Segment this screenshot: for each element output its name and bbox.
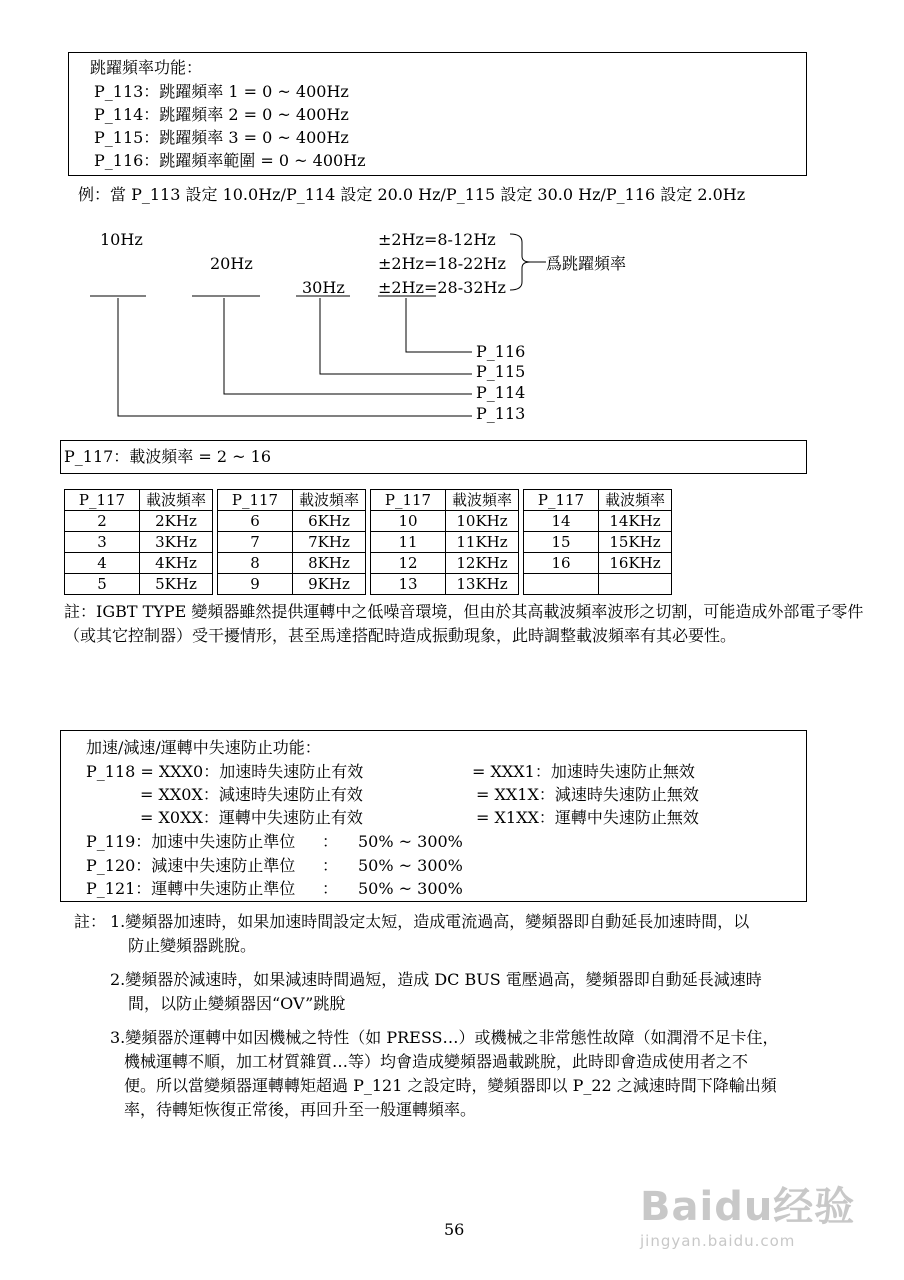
table-row xyxy=(65,511,672,532)
header-param: P_117 xyxy=(371,490,446,511)
p119-sep: ： xyxy=(322,832,339,851)
brace-label: 爲跳躍頻率 xyxy=(546,254,627,273)
p118-left-3: = X0XX：運轉中失速防止有效 xyxy=(140,808,363,827)
table-cell: 10KHz xyxy=(446,511,519,532)
label-p114: P_114 xyxy=(476,383,526,402)
table-row xyxy=(65,574,672,595)
note-3-line-4: 率，待轉矩恢復正常後，再回升至一般運轉頻率。 xyxy=(124,1100,477,1119)
watermark-url: jingyan.baidu.com xyxy=(640,1232,796,1250)
table-cell: 6KHz xyxy=(293,511,366,532)
table-header-row xyxy=(65,490,672,511)
table-cell: 12KHz xyxy=(446,553,519,574)
freq-10hz-label: 10Hz xyxy=(100,230,143,249)
leader-p113 xyxy=(118,298,472,416)
example-text: 例：當 P_113 設定 10.0Hz/P_114 設定 20.0 Hz/P_115 設定 30.0 Hz/P_116 設定 2.0Hz xyxy=(78,185,746,204)
p118-left-2: = XX0X：減速時失速防止有效 xyxy=(140,785,363,804)
table-cell: 4 xyxy=(65,553,140,574)
freq-20hz-label: 20Hz xyxy=(210,254,253,273)
carrier-note: 註：IGBT TYPE 變頻器雖然提供運轉中之低噪音環境，但由於其高載波頻率波形之切割，可能造成外部電子零件（或其它控制器）受干擾情形，甚至馬達搭配時造成振動現象，此時調整載波頻率有其必要性。 xyxy=(64,602,864,645)
carrier-frequency-title: P_117：載波頻率 = 2 ~ 16 xyxy=(64,447,272,466)
table-cell: 14KHz xyxy=(599,511,672,532)
table-cell: 3 xyxy=(65,532,140,553)
note-1-line-2: 防止變頻器跳脫。 xyxy=(128,936,257,955)
note-3-line-3: 便。所以當變頻器運轉轉矩超過 P_121 之設定時，變頻器即以 P_22 之減速時間下降輸出頻 xyxy=(124,1076,777,1095)
range-2-label: ±2Hz=18-22Hz xyxy=(378,254,506,273)
brace-shape xyxy=(510,234,530,290)
watermark-logo: Baidu经验 xyxy=(640,1184,856,1230)
table-cell xyxy=(599,574,672,595)
table-cell: 9KHz xyxy=(293,574,366,595)
header-freq: 載波頻率 xyxy=(140,490,213,511)
p119-value: 50% ~ 300% xyxy=(358,832,463,851)
note-3-line-2: 機械運轉不順，加工材質雜質…等）均會造成變頻器過載跳脫，此時即會造成使用者之不 xyxy=(124,1052,749,1071)
table-cell: 2 xyxy=(65,511,140,532)
table-cell: 10 xyxy=(371,511,446,532)
p121-sep: ： xyxy=(322,879,339,898)
header-param: P_117 xyxy=(65,490,140,511)
table-cell: 13 xyxy=(371,574,446,595)
range-1-label: ±2Hz=8-12Hz xyxy=(378,230,496,249)
stall-title: 加速/減速/運轉中失速防止功能： xyxy=(86,738,321,757)
p121-label: P_121：運轉中失速防止準位 xyxy=(86,879,296,898)
header-param: P_117 xyxy=(524,490,599,511)
freq-30hz-label: 30Hz xyxy=(302,278,345,297)
header-freq: 載波頻率 xyxy=(293,490,366,511)
diagram-lines xyxy=(0,0,904,440)
table-cell xyxy=(524,574,599,595)
table-cell: 6 xyxy=(218,511,293,532)
table-cell: 7 xyxy=(218,532,293,553)
baidu-watermark xyxy=(640,1175,855,1250)
label-p115: P_115 xyxy=(476,362,526,381)
table-cell: 5KHz xyxy=(140,574,213,595)
table-cell: 15 xyxy=(524,532,599,553)
p120-sep: ： xyxy=(322,856,339,875)
page-number: 56 xyxy=(444,1220,465,1239)
header-freq: 載波頻率 xyxy=(599,490,672,511)
range-3-label: ±2Hz=28-32Hz xyxy=(378,278,506,297)
p120-label: P_120：減速中失速防止準位 xyxy=(86,856,296,875)
p118-right-1: = XXX1：加速時失速防止無效 xyxy=(472,762,695,781)
note-3-line-1: 3.變頻器於運轉中如因機械之特性（如 PRESS…）或機械之非常態性故障（如潤滑不足卡住， xyxy=(110,1028,779,1047)
table-cell: 14 xyxy=(524,511,599,532)
carrier-frequency-table xyxy=(64,489,672,595)
note-1-line-1: 1.變頻器加速時，如果加速時間設定太短，造成電流過高，變頻器即自動延長加速時間，以 xyxy=(110,912,750,931)
note-2-line-1: 2.變頻器於減速時，如果減速時間過短，造成 DC BUS 電壓過高，變頻器即自動延長減速時 xyxy=(110,970,762,989)
table-cell: 9 xyxy=(218,574,293,595)
p115-line: P_115：跳躍頻率 3 = 0 ~ 400Hz xyxy=(94,128,349,147)
table-row xyxy=(65,532,672,553)
header-freq: 載波頻率 xyxy=(446,490,519,511)
leader-p116 xyxy=(406,298,472,352)
table-cell: 15KHz xyxy=(599,532,672,553)
table-cell: 16 xyxy=(524,553,599,574)
p118-right-3: = X1XX：運轉中失速防止無效 xyxy=(476,808,699,827)
p119-label: P_119：加速中失速防止準位 xyxy=(86,832,296,851)
table-cell: 12 xyxy=(371,553,446,574)
skip-frequency-title: 跳躍頻率功能： xyxy=(90,58,203,77)
leader-p115 xyxy=(320,298,472,374)
table-cell: 3KHz xyxy=(140,532,213,553)
table-cell: 11KHz xyxy=(446,532,519,553)
notes-prefix: 註： xyxy=(74,912,107,931)
leader-p114 xyxy=(224,298,472,394)
table-cell: 4KHz xyxy=(140,553,213,574)
label-p113: P_113 xyxy=(476,404,526,423)
note-2-line-2: 間，以防止變頻器因“OV”跳脫 xyxy=(128,994,346,1013)
p118-right-2: = XX1X：減速時失速防止無效 xyxy=(476,785,699,804)
table-cell: 8 xyxy=(218,553,293,574)
table-cell: 13KHz xyxy=(446,574,519,595)
table-cell: 8KHz xyxy=(293,553,366,574)
p118-left-1: P_118 = XXX0：加速時失速防止有效 xyxy=(86,762,364,781)
table-cell: 2KHz xyxy=(140,511,213,532)
p120-value: 50% ~ 300% xyxy=(358,856,463,875)
table-cell: 11 xyxy=(371,532,446,553)
label-p116: P_116 xyxy=(476,342,526,361)
table-cell: 7KHz xyxy=(293,532,366,553)
table-cell: 5 xyxy=(65,574,140,595)
p113-line: P_113：跳躍頻率 1 = 0 ~ 400Hz xyxy=(94,82,349,101)
p116-line: P_116：跳躍頻率範圍 = 0 ~ 400Hz xyxy=(94,151,366,170)
p121-value: 50% ~ 300% xyxy=(358,879,463,898)
p114-line: P_114：跳躍頻率 2 = 0 ~ 400Hz xyxy=(94,105,349,124)
table-cell: 16KHz xyxy=(599,553,672,574)
table-row xyxy=(65,553,672,574)
header-param: P_117 xyxy=(218,490,293,511)
